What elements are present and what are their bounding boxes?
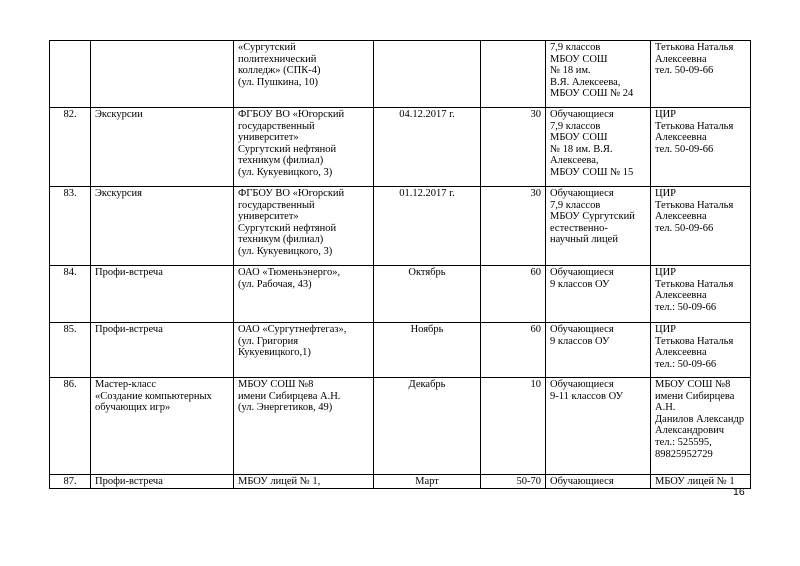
venue-cell: ФГБОУ ВО «Югорский государственный университет» Сургутский нефтяной техникум (филиал) (ул. Кукуевицкого, 3): [234, 108, 374, 187]
participants-cell: Обучающиеся 7,9 классов МБОУ Сургутский естественно- научный лицей: [546, 187, 651, 266]
event-type-cell: Профи-встреча: [91, 475, 234, 489]
participants-cell: Обучающиеся 9 классов ОУ: [546, 266, 651, 323]
row-number-cell: 86.: [50, 378, 91, 475]
contact-cell: ЦИР Тетькова Наталья Алексеевна тел.: 50-09-66: [651, 266, 751, 323]
participants-cell: Обучающиеся 7,9 классов МБОУ СОШ № 18 им. В.Я. Алексеева, МБОУ СОШ № 15: [546, 108, 651, 187]
participant-count-cell: 60: [481, 323, 546, 378]
participants-cell: 7,9 классов МБОУ СОШ № 18 им. В.Я. Алексеева, МБОУ СОШ № 24: [546, 41, 651, 108]
date-cell: 04.12.2017 г.: [374, 108, 481, 187]
event-type-cell: Экскурсия: [91, 187, 234, 266]
contact-cell: ЦИР Тетькова Наталья Алексеевна тел. 50-09-66: [651, 108, 751, 187]
row-number-cell: 82.: [50, 108, 91, 187]
date-cell: Март: [374, 475, 481, 489]
participant-count-cell: 30: [481, 108, 546, 187]
venue-cell: ФГБОУ ВО «Югорский государственный университет» Сургутский нефтяной техникум (филиал) (ул. Кукуевицкого, 3): [234, 187, 374, 266]
venue-cell: МБОУ лицей № 1,: [234, 475, 374, 489]
table-row: [50, 266, 751, 323]
table-row: [50, 475, 751, 489]
row-number-cell: 85.: [50, 323, 91, 378]
contact-cell: МБОУ лицей № 1: [651, 475, 751, 489]
date-cell: Октябрь: [374, 266, 481, 323]
participants-cell: Обучающиеся: [546, 475, 651, 489]
table-row: [50, 187, 751, 266]
table-row: [50, 41, 751, 108]
event-type-cell: Экскурсии: [91, 108, 234, 187]
venue-cell: ОАО «Тюменьэнерго», (ул. Рабочая, 43): [234, 266, 374, 323]
participant-count-cell: 30: [481, 187, 546, 266]
row-number-cell: 87.: [50, 475, 91, 489]
contact-cell: Тетькова Наталья Алексеевна тел. 50-09-66: [651, 41, 751, 108]
contact-cell: ЦИР Тетькова Наталья Алексеевна тел.: 50-09-66: [651, 323, 751, 378]
table-row: [50, 108, 751, 187]
date-cell: [374, 41, 481, 108]
date-cell: Декабрь: [374, 378, 481, 475]
table-body: [50, 41, 751, 489]
event-type-cell: Профи-встреча: [91, 266, 234, 323]
date-cell: Ноябрь: [374, 323, 481, 378]
venue-cell: МБОУ СОШ №8 имени Сибирцева А.Н. (ул. Энергетиков, 49): [234, 378, 374, 475]
participant-count-cell: [481, 41, 546, 108]
event-type-cell: Профи-встреча: [91, 323, 234, 378]
table-row: [50, 323, 751, 378]
row-number-cell: 83.: [50, 187, 91, 266]
participant-count-cell: 60: [481, 266, 546, 323]
participant-count-cell: 10: [481, 378, 546, 475]
date-cell: 01.12.2017 г.: [374, 187, 481, 266]
event-type-cell: [91, 41, 234, 108]
page-number: 16: [733, 486, 745, 498]
contact-cell: ЦИР Тетькова Наталья Алексеевна тел. 50-09-66: [651, 187, 751, 266]
row-number-cell: [50, 41, 91, 108]
events-table: [49, 40, 751, 489]
row-number-cell: 84.: [50, 266, 91, 323]
table-row: [50, 378, 751, 475]
venue-cell: «Сургутский политехнический колледж» (СПК-4) (ул. Пушкина, 10): [234, 41, 374, 108]
venue-cell: ОАО «Сургутнефтегаз», (ул. Григория Кукуевицкого,1): [234, 323, 374, 378]
participants-cell: Обучающиеся 9-11 классов ОУ: [546, 378, 651, 475]
participant-count-cell: 50-70: [481, 475, 546, 489]
event-type-cell: Мастер-класс «Создание компьютерных обучающих игр»: [91, 378, 234, 475]
participants-cell: Обучающиеся 9 классов ОУ: [546, 323, 651, 378]
contact-cell: МБОУ СОШ №8 имени Сибирцева А.Н. Данилов Александр Александрович тел.: 525595, 89825952729: [651, 378, 751, 475]
